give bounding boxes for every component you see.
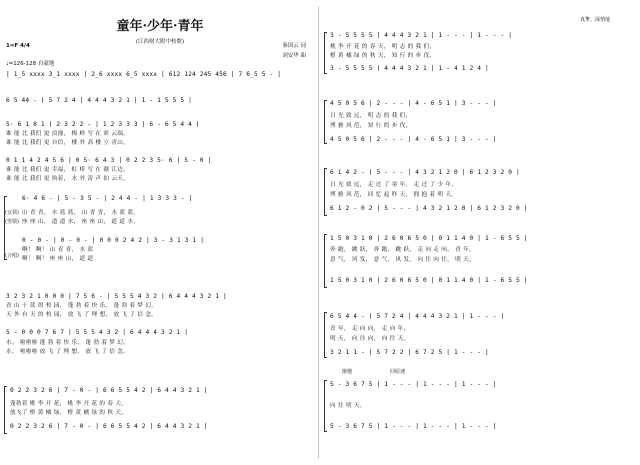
system-line: | 1_5 xxxx 3_1 xxxx | 2_6 xxxx 6_5 xxxx | 612 124 245 456 | 7 6_5 5 - | [6, 71, 282, 78]
system-brace [324, 100, 327, 144]
lyric-line: 桃 李 开 花 的 春 天， 明 志 的 我 们， [330, 44, 436, 50]
system-line: 3 - 5 5 5 5 | 4 4 4 3 2 1 | 1 - - - | 1 - - - | [330, 32, 513, 39]
system-line: 5 - 0 0 0 7 6 7 | 5 5 5 4 3 2 | 6 4 4 4 3 2 1 | [6, 329, 189, 336]
system-line: 0 1 1 4 2 4 5 6 | 0 5· 6 4 3 | 0 2 2 3 5· 6 | 5 - 0 | [6, 157, 212, 164]
lyric-line: 水。 啦啦啦 蓬 勃 着 快 乐， 蓬 勃 着 梦 幻， [6, 340, 130, 346]
system-brace [4, 386, 7, 434]
lyric-line: 日 光 致 远， 明 志 的 我 们， [330, 113, 412, 119]
system-line: 1 5 0 3 1 0 | 2 6 0 6 5 0 | 0 1 1 4 0 | 1 - 6 5 5 | [330, 235, 528, 242]
system-line: 3 2 1 1 - | 5 7 2 2 | 6 7 2 5 | 1 - - - | [330, 349, 489, 356]
lyric-line: 谁 能 比 我们 更 幸福， 虹 桥 写 在 赣 江边。 [6, 167, 130, 173]
system-brace [324, 312, 327, 358]
lyric-line: 博 雅 风 范， 回 忆 起 昨 天， 拥 抱 着 明 天。 [330, 192, 458, 198]
tempo-change-label: 渐慢 [342, 369, 353, 375]
system-line: 3 - 5 5 5 5 | 4 4 4 3 2 1 | 1 - 4 1 2 4 | [330, 65, 489, 72]
system-brace [4, 196, 7, 260]
system-line: 5 - 3 6 7 5 | 1 - - - | 1 - - - | 1 - - - | [330, 381, 497, 388]
system-line: 6 1 2 - 0 2 | 5 - - - | 4 3 2 1 2 0 | 6 1 2 3 2 0 | [330, 205, 528, 212]
system-line: 3 2 3 2 1 0 0 0 | 7 5 6 - | 5 5 5 4 3 2 | 6 4 4 4 3 2 1 | [6, 293, 227, 300]
score-page-right [320, 0, 640, 465]
lyric-line: 日 光 致 远， 走 过 了 童 年， 走 过 了 少 年， [330, 182, 458, 188]
system-line: 4 5 0 5 6 | 2 - - - | 4 - 6 5 1 | 3 - - - | [330, 136, 497, 143]
system-line: 4 5 0 5 6 | 2 - - - | 4 - 6 5 1 | 3 - - - | [330, 100, 497, 107]
system-line: 6 5 4̣4 - | 5 7 2 4 | 4̇ 4 4 3 2 1 | 1 - 1 5 5 5 | [6, 97, 193, 104]
lyric-line: 青 年， 走 向 向， 走 向 年， [330, 326, 410, 332]
lyric-line: 山 青 青， 水 蓝 蓝， 山 青 青， 水 蓝 蓝， [22, 210, 140, 216]
lyric-line: 放飞了 橙 黄 橘 绿， 橙 黄 橘 绿 的 秋 天， [10, 410, 128, 416]
lyric-line: 博 雅 风 范， 知 行 的 步 伐， [330, 123, 412, 129]
lyric-line: 水。 啦啦啦 放 飞 了 理 想， 放 飞 了 信 念。 [6, 349, 130, 355]
tempo-marking: ♩=126-128 自豪地 [6, 61, 55, 67]
lyric-line: 谁 能 比 我们 更 自信， 楼 外 高 楼 立 青山。 [6, 140, 130, 146]
composer-credit: 刘安华 曲 [282, 53, 306, 59]
lyric-line: 向 往 明 天。 [330, 403, 366, 409]
system-line: 6 5 4 4 - | 5 7 2 4 | 4̇ 4 4 3 2 1 | 1 - - - | [330, 313, 505, 320]
key-signature: 1=F 4/4 [6, 43, 30, 49]
system-line: 6 1 4 2 - | 5 - - - | 4 3 2 1 2 0 | 6 1 2 3 2 0 | [330, 169, 520, 176]
system-line: 5 - 3 6 7 5 | 1 - - - | 1 - - - | 1 - - - | [330, 423, 497, 430]
part-label: (男领) [5, 219, 19, 225]
lyric-line: 啊！ 啊！ 座 座 山， 道 道 [22, 256, 94, 262]
system-line: 0 2 2 3 2 6 | 7 - 0 - | 6 6 5 5 4 2 | 6 4 4 3 2 1 | [10, 423, 208, 430]
lyric-line: 奔 跑， 跳 跃， 奔 跑， 跳 跃， 走 向 走 向， 青 年， [330, 247, 475, 253]
lyric-line: 谁 能 比 我们 更 执着， 水 外 涛 声 拍 云天。 [6, 176, 130, 182]
lyric-line: 座 座 山， 道 道 水， 座 座 山， 道 道 水， [22, 219, 140, 225]
lyric-line: 橙 黄 橘 绿 的 秋 天， 知 行 的 步 伐， [330, 53, 436, 59]
lyricist-credit: 秦国云 词 [282, 43, 306, 49]
lyric-line: 啊！ 啊！ 山 青 青， 水 蓝 [22, 247, 94, 253]
system-brace [324, 380, 327, 432]
song-title: 童年·少年·青年 [116, 19, 204, 34]
lyric-line: 明 天， 向 往 向， 向 往 天。 [330, 336, 410, 342]
song-subtitle: (江西财大附中校歌) [135, 39, 185, 45]
part-label: (合唱) [5, 253, 19, 259]
page-gutter [318, 6, 319, 459]
part-label: (女领) [5, 210, 19, 216]
expression-marking: 真挚、深情地 [579, 17, 610, 23]
lyric-line: 蓬勃着 桃 李 开 花， 桃 李 开 花 的 春 天， [10, 401, 128, 407]
system-brace [324, 234, 327, 288]
system-line: 5· 6 1 8 1 | 2 3 2 2 - | 1 2 3 3 3 | 6 - 6 5 4 4 | [6, 121, 200, 128]
system-line: 1 5 0 3 1 0 | 2 6 0 6 5 0 | 0 1 1 4 0 | 1 - 6 5 5 | [330, 277, 528, 284]
system-line: 0 - 0 - | 0 - 0 - | 0 0 0 2 4 2 | 3 - 3 1 3 1 | [22, 237, 205, 244]
lyric-line: 意 气， 风 发， 意 气， 风 发， 向 往 向 往， 明 天。 [330, 257, 475, 263]
system-line: 6· 4 6 - | 5 - 3 5 - | 2 4 4 - | 1 3 3 3 - | [22, 195, 193, 202]
system-brace [324, 168, 327, 216]
system-line: 0 2 2 3 2 6 | 7 - 0 - | 6 6 5 5 4 2 | 6 4 4 3 2 1 | [10, 387, 208, 394]
lyric-line: 谁 能 比 我们 更 浪漫， 梅 岭 写 在 彩 云端。 [6, 131, 130, 137]
system-brace [324, 32, 327, 74]
lyric-line: 青 山 于 蓝 的 校 园， 蓬 勃 着 快 乐， 蓬 勃 着 梦 幻。 [6, 303, 158, 309]
lyric-line: 天 外 有 天 的 校 园， 放 飞 了 理 想， 放 飞 了 信 念。 [6, 312, 158, 318]
tempo-change-label: 回原速 [390, 369, 406, 375]
